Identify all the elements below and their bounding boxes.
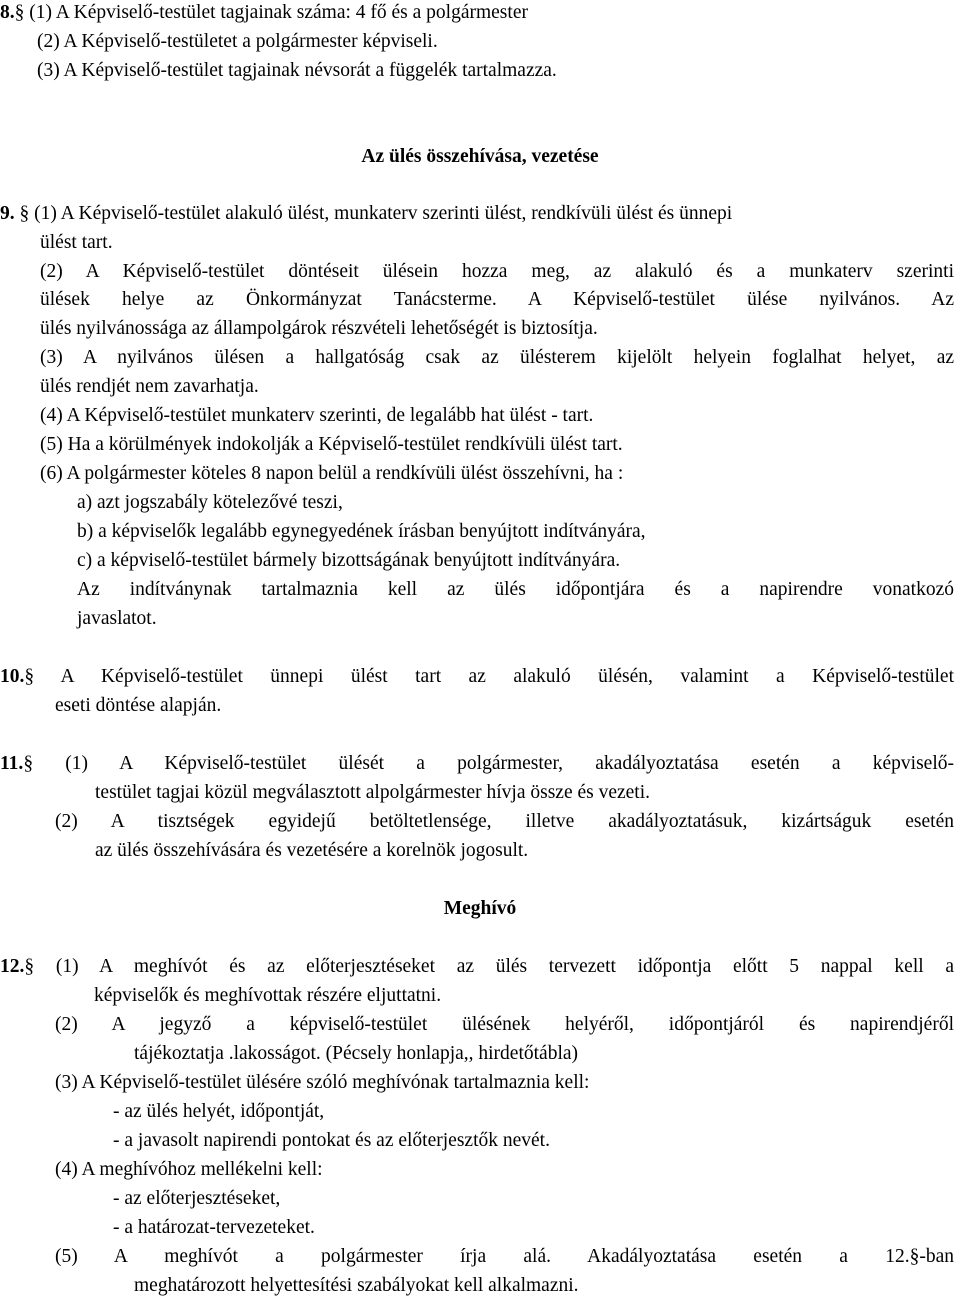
section-12-line-4: tájékoztatja .lakosságot. (Pécsely honlapja,, hirdetőtábla) [134,1043,579,1064]
section-12-line-11: (5) A meghívót a polgármester írja alá. Akadályoztatása esetén a 12.§-ban [55,1246,954,1267]
section-9-line-3: (2) A Képviselő-testület döntéseit ülésein hozza meg, az alakuló és a munkaterv szerinti [40,261,954,282]
section-9-line-15: javaslatot. [77,608,157,629]
section-sign: § [23,753,34,774]
section-11-line-2: testület tagjai közül megválasztott alpolgármester hívja össze és vezeti. [95,782,651,803]
section-sign: § [19,203,30,224]
section-12-line-1: 12.§ (1) A meghívót és az előterjesztéseket az ülés tervezett időpontja előtt 5 nappal kell a [0,956,954,977]
heading-invitation: Meghívó [443,898,517,919]
section-number: 10. [0,666,25,687]
section-11-line-1: 11.§ (1) A Képviselő-testület ülését a polgármester, akadályoztatása esetén a képviselő- [0,753,954,774]
section-11-line-4: az ülés összehívására és vezetésére a korelnök jogosult. [95,840,529,861]
section-number: 11. [0,753,24,774]
section-12-line-9: - az előterjesztéseket, [113,1188,281,1209]
section-9-line-5: ülés nyilvánossága az állampolgárok részvételi lehetőségét is biztosítja. [40,318,598,339]
section-9-line-12: b) a képviselők legalább egynegyedének írásban benyújtott indítványára, [77,521,646,542]
section-8-line-1: 8.§ (1) A Képviselő-testület tagjainak száma: 4 fő és a polgármester [0,2,528,23]
section-sign: § [14,2,25,23]
heading-meeting: Az ülés összehívása, vezetése [361,146,599,167]
section-8-line-3: (3) A Képviselő-testület tagjainak névsorát a függelék tartalmazza. [37,60,557,81]
section-sign: § [24,956,35,977]
section-9-line-6: (3) A nyilvános ülésen a hallgatóság csak az ülésterem kijelölt helyein foglalhat helyet, az [40,347,954,368]
section-12-line-8: (4) A meghívóhoz mellékelni kell: [55,1159,323,1180]
section-12-line-3: (2) A jegyző a képviselő-testület ülésének helyéről, időpontjáról és napirendjéről [55,1014,954,1035]
section-9-line-2: ülést tart. [40,232,113,253]
section-9-line-1: 9. § (1) A Képviselő-testület alakuló ülést, munkaterv szerinti ülést, rendkívüli ülést és ünnepi [0,203,733,224]
section-11-line-3: (2) A tisztségek egyidejű betöltetlensége, illetve akadályoztatásuk, kizártságuk esetén [55,811,954,832]
section-9-line-8: (4) A Képviselő-testület munkaterv szerinti, de legalább hat ülést - tart. [40,405,594,426]
section-9-line-14: Az indítványnak tartalmaznia kell az ülés időpontjára és a napirendre vonatkozó [77,579,954,600]
section-9-line-7: ülés rendjét nem zavarhatja. [40,376,259,397]
section-9-line-10: (6) A polgármester köteles 8 napon belül a rendkívüli ülést összehívni, ha : [40,463,624,484]
section-10-line-1: 10.§ A Képviselő-testület ünnepi ülést tart az alakuló ülésén, valamint a Képviselő-testület [0,666,954,687]
section-number: 12. [0,956,25,977]
section-number: 8. [0,2,15,23]
section-12-line-12: meghatározott helyettesítési szabályokat kell alkalmazni. [134,1275,579,1296]
section-12-line-2: képviselők és meghívottak részére eljuttatni. [94,985,442,1006]
section-8-line-2: (2) A Képviselő-testületet a polgármester képviseli. [37,31,438,52]
section-number: 9. [0,203,15,224]
section-12-line-6: - az ülés helyét, időpontját, [113,1101,325,1122]
section-12-line-10: - a határozat-tervezeteket. [113,1217,315,1238]
section-sign: § [909,1246,920,1267]
section-9-line-9: (5) Ha a körülmények indokolják a Képviselő-testület rendkívüli ülést tart. [40,434,623,455]
section-12-line-5: (3) A Képviselő-testület ülésére szóló meghívónak tartalmaznia kell: [55,1072,590,1093]
section-9-line-13: c) a képviselő-testület bármely bizottságának benyújtott indítványára. [77,550,621,571]
section-sign: § [24,666,35,687]
section-9-line-11: a) azt jogszabály kötelezővé teszi, [77,492,343,513]
section-9-line-4: ülések helye az Önkormányzat Tanácsterme. A Képviselő-testület ülése nyilvános. Az [40,289,954,310]
section-12-line-7: - a javasolt napirendi pontokat és az előterjesztők nevét. [113,1130,550,1151]
section-10-line-2: eseti döntése alapján. [55,695,222,716]
